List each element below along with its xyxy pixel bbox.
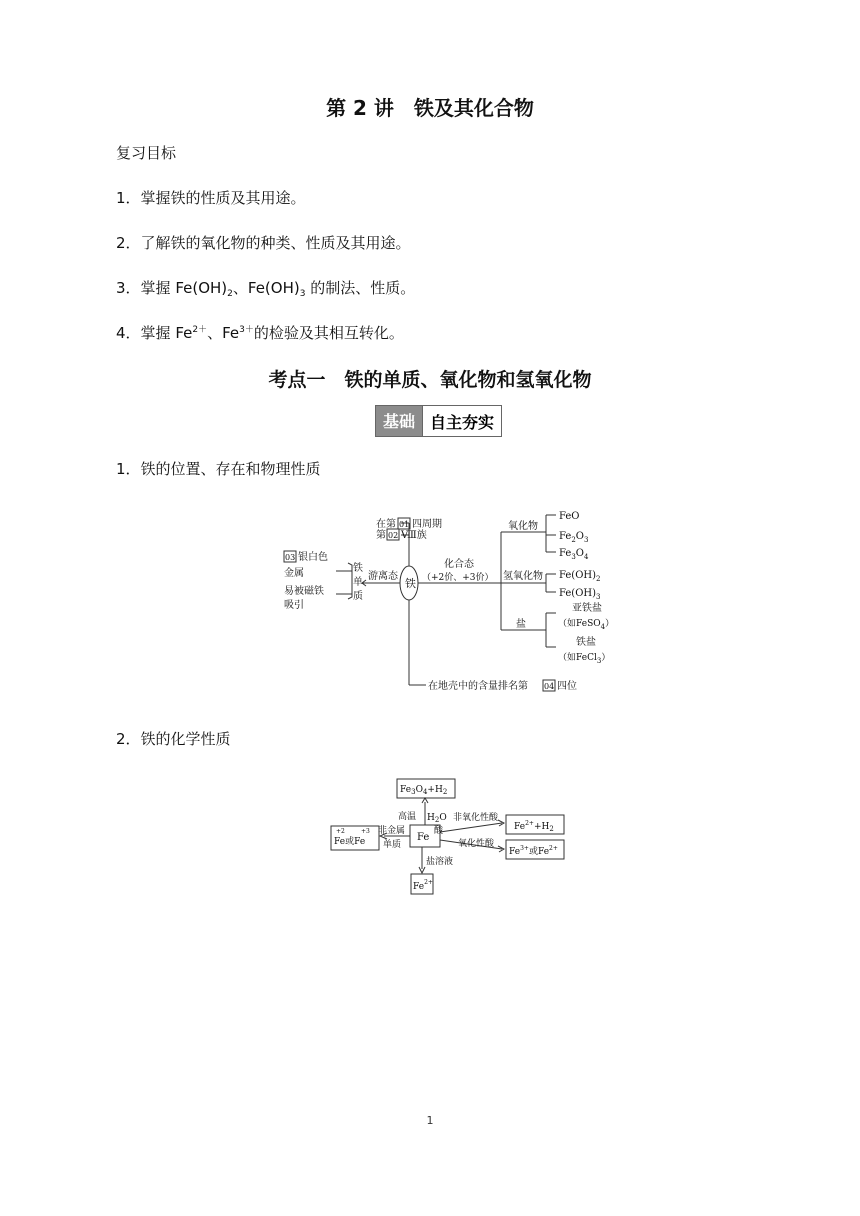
objective-2: 2．了解铁的氧化物的种类、性质及其用途。: [116, 234, 411, 252]
phys-line1: 银白色: [298, 552, 328, 563]
iron-properties-diagram: [276, 505, 626, 705]
phys-line2: 金属: [284, 568, 304, 579]
oxide-feo: FeO: [559, 511, 580, 522]
crust-post: 四位: [557, 681, 577, 692]
hydroxide-feoh2: $Fe(OH)_2$: [559, 570, 601, 583]
ferrous-salt-label: 亚铁盐: [572, 603, 602, 614]
objective-3: 3．掌握 $Fe(OH)_2$、$Fe(OH)_3$ 的制法、性质。: [116, 279, 416, 299]
pos-blank-1: 01: [399, 520, 410, 529]
free-state-label: 游离态: [368, 571, 398, 582]
nonoxidizing-acid-label: 非氧化性酸: [453, 813, 499, 823]
oxide-label: 氧化物: [508, 521, 538, 532]
crust-label: 在地壳中的含量排名第: [428, 681, 528, 692]
right-box2-text: $Fe^{3+}$或$Fe^{2+}$: [509, 845, 558, 857]
pos-line2-post: Ⅷ族: [401, 530, 427, 541]
simple-label-3: 质: [353, 591, 363, 602]
crust-blank: 04: [544, 682, 555, 691]
left-sup-1: +2: [336, 828, 345, 835]
top-box-text: $Fe_3O_4+H_2$: [400, 785, 448, 796]
salt-label: 盐: [516, 619, 526, 630]
oxidizing-acid-label: 氧化性酸: [458, 839, 495, 849]
oxide-fe2o3: $Fe_2O_3$: [559, 531, 589, 544]
objective-4: 4．掌握 $Fe^{2+}$、$Fe^{3+}$的检验及其相互转化。: [116, 324, 404, 342]
ferrous-example: （如FeSO$_4$）: [558, 619, 615, 631]
simple-label-2: 单: [353, 577, 363, 588]
pos-blank-2: 02: [388, 531, 399, 540]
water-label: $H_2O$: [427, 813, 447, 824]
objective-1: 1．掌握铁的性质及其用途。: [116, 189, 306, 207]
simple-substance-label: 单质: [383, 840, 402, 850]
phys-blank: 03: [285, 553, 296, 562]
bottom-box-text: $Fe^{2+}$: [413, 879, 433, 892]
ferric-salt-label: 铁盐: [576, 637, 596, 648]
phys-line4: 吸引: [284, 600, 304, 611]
iron-chemistry-diagram: [328, 776, 568, 898]
phys-line3: 易被磁铁: [284, 586, 324, 597]
high-temp-label: 高温: [398, 812, 417, 822]
left-box-text: Fe或Fe: [334, 837, 366, 847]
badge-basic: 基础: [376, 406, 422, 436]
left-sup-2: +3: [361, 828, 370, 835]
right-box1-text: $Fe^{2+}+H_2$: [514, 820, 554, 833]
simple-label-1: 铁: [353, 563, 363, 574]
badge-self-study: 自主夯实: [422, 406, 501, 436]
iron-center: 铁: [405, 577, 416, 590]
acid-label: 酸: [434, 826, 444, 836]
combined-state-label: 化合态: [444, 559, 474, 570]
valence-label: （+2价、+3价）: [422, 573, 494, 583]
page-title: 第 2 讲 铁及其化合物: [326, 96, 534, 120]
section-title: 考点一 铁的单质、氧化物和氢氧化物: [268, 369, 592, 391]
ferric-example: （如FeCl$_3$）: [558, 653, 611, 665]
pos-line1-pre: 在第: [376, 519, 396, 530]
subheading-2: 2．铁的化学性质: [116, 730, 231, 748]
hydroxide-feoh3: $Fe(OH)_3$: [559, 588, 601, 601]
hydroxide-label: 氢氧化物: [503, 571, 543, 582]
pos-line2-pre: 第: [376, 530, 386, 541]
page-number: 1: [426, 1114, 434, 1127]
fe-center: Fe: [417, 832, 430, 843]
pos-line1-post: 四周期: [412, 519, 442, 530]
oxide-fe3o4: $Fe_3O_4$: [559, 548, 589, 561]
section-badge: [375, 405, 502, 437]
salt-solution-label: 盐溶液: [426, 857, 454, 867]
nonmetal-label: 非金属: [378, 826, 406, 836]
review-heading: 复习目标: [116, 144, 177, 162]
subheading-1: 1．铁的位置、存在和物理性质: [116, 460, 321, 478]
